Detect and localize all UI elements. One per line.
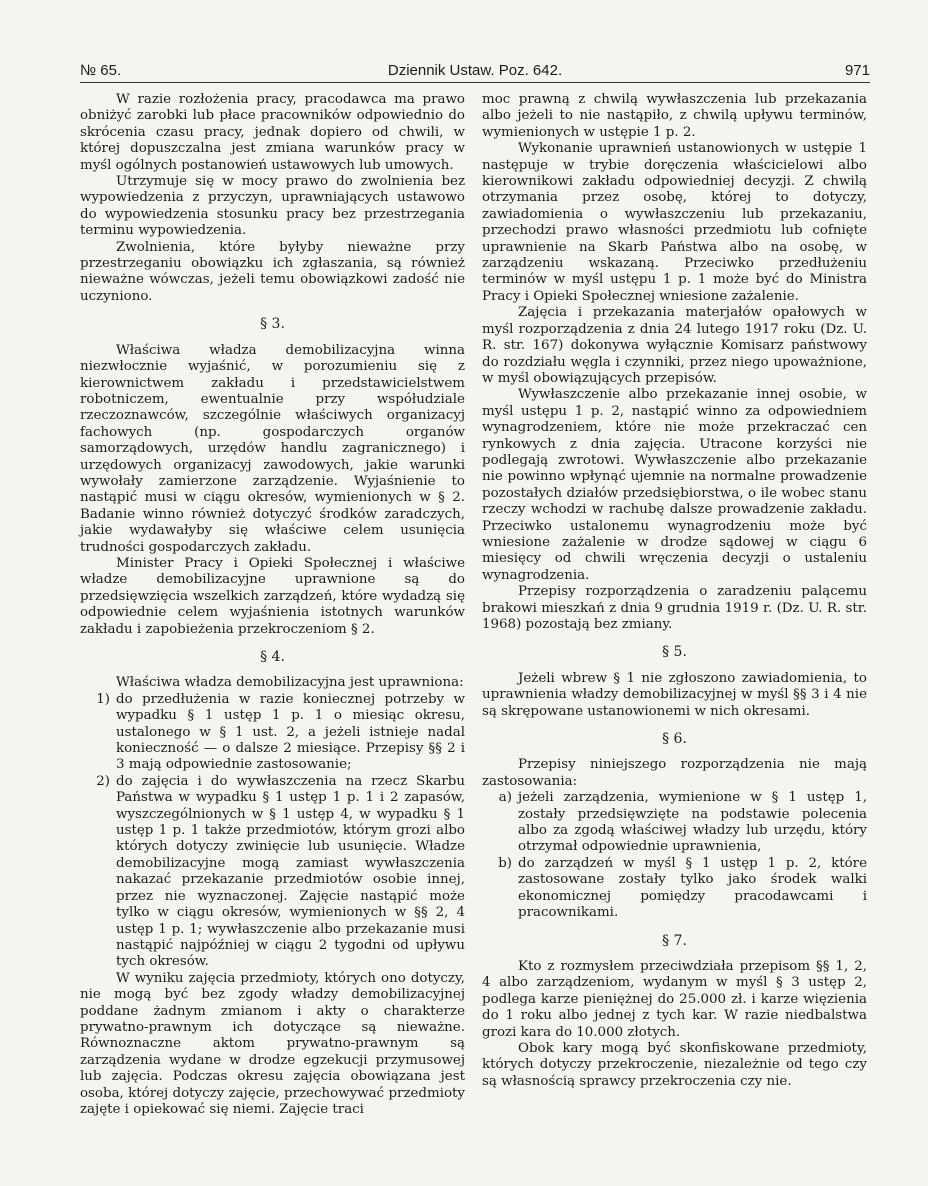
list-item-label: a) (498, 790, 512, 806)
paragraph: W wyniku zajęcia przedmioty, których ono dotyczy, nie mogą być bez zgody władzy demobilizacyjnej poddane żadnym zmianom i akty o charakterze prywatno-prawnym ich dotyczące są nieważne. Równoznaczne aktom prywatno-prawnym są zarządzenia wydane w drodze egzekucji przymusowej lub zajęcia. Podczas okresu zajęcia obowiązana jest osoba, której dotyczy zajęcie, przechowywać przedmioty zajęte i opiekować się niemi. Zajęcie traci (80, 970, 465, 1117)
list-item-text: jeżeli zarządzenia, wymienione w § 1 ustęp 1, zostały przedsięwzięte na podstawie polecenia albo za zgodą właściwej władzy lub urzędu, który otrzymał odpowiednie uprawnienia, (518, 790, 867, 855)
list-item-text: do przedłużenia w razie koniecznej potrzeby w wypadku § 1 ustęp 1 p. 1 o miesiąc okresu, ustalonego w § 1 ust. 2, a jeżeli istnieje nadal konieczność — o dalsze 2 miesiące. Przepisy §§ 2 i 3 mają odpowiednie zastosowanie; (116, 691, 465, 773)
paragraph: Utrzymuje się w mocy prawo do zwolnienia bez wypowiedzenia z przyczyn, uprawniających ustawowo do wypowiedzenia stosunku pracy bez przestrzegania terminu wypowiedzenia. (80, 174, 465, 239)
paragraph: Kto z rozmysłem przeciwdziała przepisom §§ 1, 2, 4 albo zarządzeniom, wydanym w myśl § 3 ustęp 2, podlega karze pieniężnej do 25.000 zł. i karze więzienia do 1 roku albo jednej z tych kar. W razie niedbalstwa grozi kara do 10.000 złotych. (482, 958, 867, 1040)
section-heading-4: § 4. (260, 649, 285, 665)
paragraph: Przepisy rozporządzenia o zaradzeniu palącemu brakowi mieszkań z dnia 9 grudnia 1919 r. (Dz. U. R. str. 1968) pozostają bez zmiany. (482, 584, 867, 632)
paragraph: Właściwa władza demobilizacyjna winna niezwłocznie wyjaśnić, w porozumieniu się z kierownictwem zakładu i przedstawicielstwem robotniczem, ewentualnie przy współudziale rzeczoznawców, szczególnie właściwych organizacyj fachowych (np. gospodarczych organów samorządowych, urzędów handlu zagranicznego) i urzędowych organizacyj zawodowych, jakie warunki wywołały zamierzone zarządzenie. Wyjaśnienie to nastąpić musi w ciągu okresów, wymienionych w § 2. Badanie winno również dotyczyć środków zaradczych, jakie wydawałyby się właściwe celem usunięcia trudności gospodarczych zakładu. (80, 342, 465, 555)
header-rule (80, 82, 870, 83)
page-header (80, 55, 870, 79)
list-item-label: 2) (96, 773, 110, 789)
issue-number: № 65. (80, 62, 122, 79)
list-item (80, 692, 465, 774)
paragraph: Wykonanie uprawnień ustanowionych w ustępie 1 następuje w trybie doręczenia właścicielowi albo kierownikowi zakładu odpowiedniej decyzji. Z chwilą otrzymania przez osobę, której to dotyczy, zawiadomienia o wywłaszczeniu lub przekazaniu, przechodzi prawo własności przedmiotu lub cofnięte uprawnienie na Skarb Państwa albo na osobę, w zarządzeniu wskazaną. Przeciwko przedłużeniu terminów w myśl ustępu 1 p. 1 może być do Ministra Pracy i Opieki Społecznej wniesione zażalenie. (482, 141, 867, 304)
section-heading-3: § 3. (260, 316, 285, 333)
list-item-label: 1) (96, 691, 110, 707)
paragraph: Właściwa władza demobilizacyjna jest uprawniona: (116, 675, 464, 691)
section-heading-7: § 7. (662, 932, 687, 949)
journal-title: Dziennik Ustaw. Poz. 642. (387, 62, 563, 79)
paragraph: Przepisy niniejszego rozporządzenia nie mają zastosowania: (482, 757, 867, 789)
paragraph: Jeżeli wbrew § 1 nie zgłoszono zawiadomienia, to uprawnienia władzy demobilizacyjnej w myśl §§ 3 i 4 nie są skrępowane ustanowionemi w nich okresami. (482, 670, 867, 719)
list-item-label: b) (498, 855, 512, 871)
right-column (482, 92, 867, 1090)
paragraph: Minister Pracy i Opieki Społecznej i właściwe władze demobilizacyjne uprawnione są do przedsięwzięcia wszelkich zarządzeń, które wydadzą się odpowiednie celem wyjaśnienia istotnych warunków zakładu i zapobieżenia przekroczeniom § 2. (80, 555, 465, 637)
paragraph: moc prawną z chwilą wywłaszczenia lub przekazania albo jeżeli to nie nastąpiło, z chwilą upływu terminów, wymienionych w ustępie 1 p. 2. (482, 92, 867, 140)
section-heading-6: § 6. (662, 731, 687, 748)
list-item-text: do zarządzeń w myśl § 1 ustęp 1 p. 2, które zastosowane zostały tylko jako środek walki ekonomicznej pomiędzy pracodawcami i pracownikami. (518, 855, 867, 921)
paragraph: W razie rozłożenia pracy, pracodawca ma prawo obniżyć zarobki lub płace pracowników odpowiednio do skrócenia czasu pracy, jednak dopiero od chwili, w której dopuszczalna jest zmiana warunków pracy w myśl ogólnych postanowień ustawowych lub umowych. (80, 92, 465, 173)
paragraph: Wywłaszczenie albo przekazanie innej osobie, w myśl ustępu 1 p. 2, nastąpić winno za odpowiedniem wynagrodzeniem, które nie może przekraczać cen rynkowych z dnia zajęcia. Utracone korzyści nie podlegają zwrotowi. Wywłaszczenie albo przekazanie nie powinno wpłynąć ujemnie na normalne prowadzenie pozostałych działów przedsiębiorstwa, o ile wobec stanu rzeczy wchodzi w rachubę dalsze prowadzenie zakładu. Przeciwko ustalonemu wynagrodzeniu może być wniesione zażalenie w drodze sądowej w ciągu 6 miesięcy od chwili wręczenia decyzji o ustaleniu wynagrodzenia. (482, 387, 867, 583)
list-item (482, 856, 867, 922)
paragraph: Obok kary mogą być skonfiskowane przedmioty, których dotyczy przekroczenie, niezależnie od tego czy są własnością sprawcy przekroczenia czy nie. (482, 1040, 867, 1089)
list-item-text: do zajęcia i do wywłaszczenia na rzecz Skarbu Państwa w wypadku § 1 ustęp 1 p. 1 i 2 zapasów, wyszczególnionych w § 1 ustęp 4, w wypadku § 1 ustęp 1 p. 1 także przedmiotów, którym grozi albo których dotyczy zwinięcie lub usunięcie. Władze demobilizacyjne mogą zamiast wywłaszczenia nakazać przekazanie przedmiotów osobie innej, przez nie wyznaczonej. Zajęcie nastąpić może tylko w ciągu okresów, wymienionych w §§ 2, 4 ustęp 1 p. 1; wywłaszczenie albo przekazanie musi nastąpić najpóźniej w ciągu 2 tygodni od upływu tych okresów. (116, 773, 465, 970)
list-item (80, 774, 465, 971)
page-number: 971 (844, 62, 870, 79)
paragraph: Zwolnienia, które byłyby nieważne przy przestrzeganiu obowiązku ich zgłaszania, są również nieważne wówczas, jeżeli temu obowiązkowi zadość nie uczyniono. (80, 239, 465, 304)
section-heading-5: § 5. (662, 644, 687, 661)
left-column (80, 92, 465, 1118)
list-item (482, 790, 867, 856)
paragraph: Zajęcia i przekazania materjałów opałowych w myśl rozporządzenia z dnia 24 lutego 1917 roku (Dz. U. R. str. 167) dokonywa wyłącznie Komisarz państwowy do rozdziału węgla i czynniki, przez niego upoważnione, w myśl obowiązujących przepisów. (482, 305, 867, 386)
